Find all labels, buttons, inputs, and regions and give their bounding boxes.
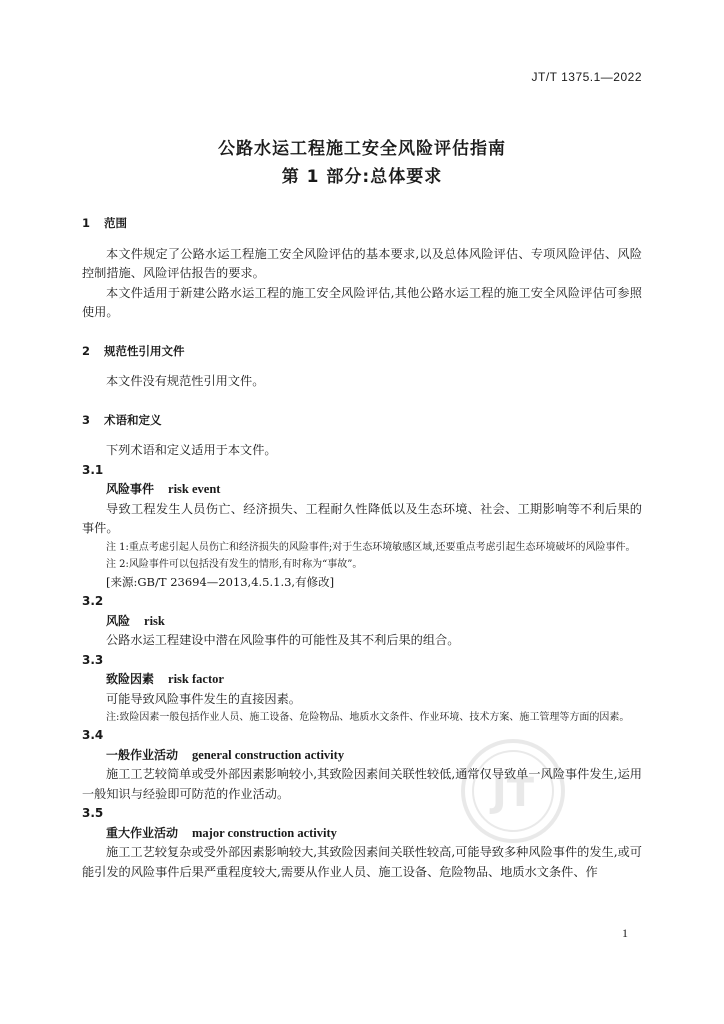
term-chinese: 一般作业活动	[106, 747, 179, 762]
term-note: 注:致险因素一般包括作业人员、施工设备、危险物品、地质水文条件、作业环境、技术方案、施工管理等方面的因素。	[106, 712, 630, 723]
clause-number: 3.3	[82, 652, 104, 667]
term-definition: 施工工艺较简单或受外部因素影响较小,其致险因素间关联性较低,通常仅导致单一风险事件发生,运用一般知识与经验即可防范的作业活动。	[82, 767, 642, 801]
section-heading-scope	[82, 214, 642, 234]
term-note: 注 2:风险事件可以包括没有发生的情形,有时称为“事故”。	[106, 558, 363, 570]
term-english: risk event	[168, 482, 221, 496]
jt-watermark-logo	[458, 736, 568, 846]
page-number: 1	[622, 926, 628, 940]
term-entry	[82, 670, 642, 690]
term-definition: 公路水运工程建设中潜在风险事件的可能性及其不利后果的组合。	[106, 633, 460, 647]
clause-number: 3.1	[82, 462, 104, 477]
term-english: major construction activity	[192, 825, 337, 840]
term-english: risk factor	[168, 672, 224, 686]
term-english: risk	[144, 613, 165, 628]
term-entry	[82, 480, 642, 500]
section-number: 2	[82, 343, 91, 358]
clause-number: 3.2	[82, 594, 104, 608]
paragraph: 下列术语和定义适用于本文件。	[106, 443, 277, 457]
watermark-text: JT	[491, 770, 535, 816]
term-definition: 可能导致风险事件发生的直接因素。	[106, 691, 301, 706]
paragraph: 本文件适用于新建公路水运工程的施工安全风险评估,其他公路水运工程的施工安全风险评估可参照使用。	[82, 285, 642, 319]
document-title: 公路水运工程施工安全风险评估指南	[218, 139, 506, 159]
term-chinese: 重大作业活动	[106, 825, 179, 840]
term-chinese: 风险	[106, 613, 131, 628]
term-note: 注 1:重点考虑引起人员伤亡和经济损失的风险事件;对于生态环境敏感区域,还要重点考虑引起生态环境破坏的风险事件。	[106, 541, 636, 553]
section-heading-terms	[82, 411, 642, 431]
paragraph: 本文件没有规范性引用文件。	[106, 374, 265, 388]
term-chinese: 致险因素	[106, 672, 155, 686]
clause-number: 3.5	[82, 806, 104, 820]
section-title: 术语和定义	[104, 412, 162, 427]
section-heading-normative-references	[82, 342, 642, 362]
section-title: 规范性引用文件	[104, 343, 185, 358]
term-source: [来源:GB/T 23694—2013,4.5.1.3,有修改]	[106, 574, 335, 589]
clause-number: 3.4	[82, 728, 104, 742]
section-title: 范围	[104, 216, 127, 230]
standard-code: JT/T 1375.1—2022	[531, 70, 642, 84]
paragraph: 本文件规定了公路水运工程施工安全风险评估的基本要求,以及总体风险评估、专项风险评估、风险控制措施、风险评估报告的要求。	[82, 246, 642, 280]
section-number: 3	[82, 412, 91, 427]
document-subtitle: 第 1 部分:总体要求	[281, 167, 443, 187]
section-number: 1	[82, 216, 91, 230]
term-definition: 施工工艺较复杂或受外部因素影响较大,其致险因素间关联性较高,可能导致多种风险事件的发生,或可能引发的风险事件后果严重程度较大,需要从作业人员、施工设备、危险物品、地质水文条件、作	[82, 845, 642, 879]
term-chinese: 风险事件	[106, 482, 155, 496]
term-english: general construction activity	[192, 747, 345, 762]
term-entry	[82, 612, 642, 632]
term-definition: 导致工程发生人员伤亡、经济损失、工程耐久性降低以及生态环境、社会、工期影响等不利后果的事件。	[82, 501, 642, 535]
